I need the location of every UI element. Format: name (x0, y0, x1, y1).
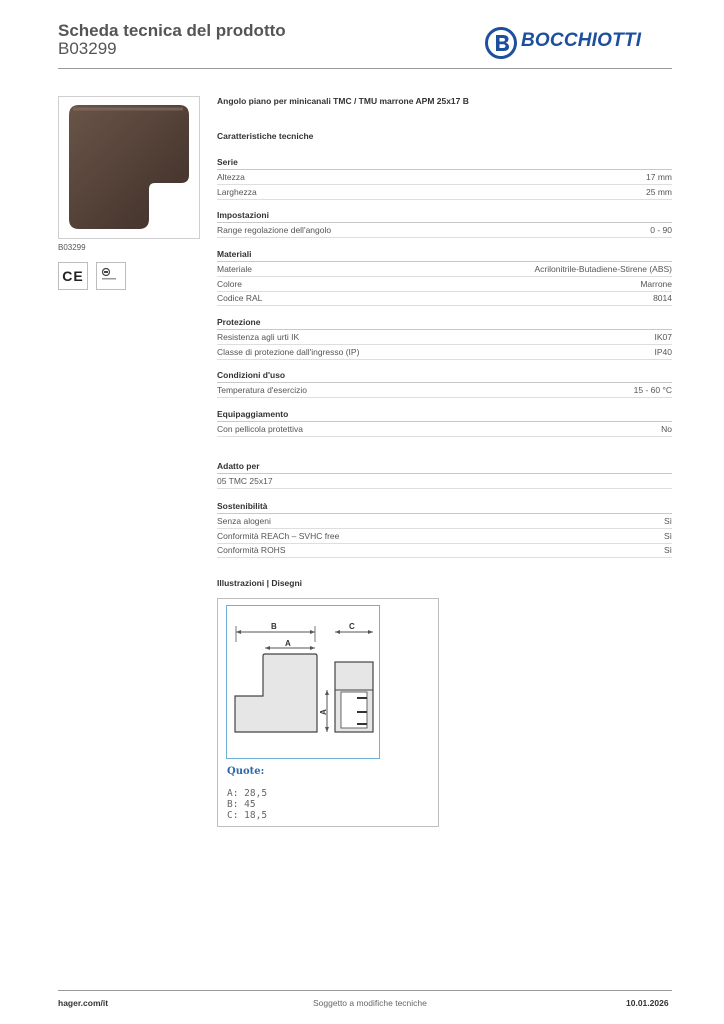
spec-row (217, 383, 672, 398)
spec-row-value: 15 - 60 °C (633, 385, 672, 395)
spec-row-value: Sì (663, 516, 672, 526)
spec-row-label: Larghezza (217, 186, 257, 197)
spec-group-title: Equipaggiamento (217, 408, 672, 422)
spec-row (217, 543, 672, 558)
ce-mark-icon: CE (58, 262, 88, 290)
spec-row-label: Conformità REACh – SVHC free (217, 530, 340, 541)
spec-row-value: Sì (663, 530, 672, 541)
spec-row (217, 330, 672, 345)
footer-disclaimer: Soggetto a modifiche tecniche (313, 998, 427, 1008)
product-shape (59, 97, 199, 238)
spec-row-label: Altezza (217, 172, 245, 182)
spec-row-label: 05 TMC 25x17 (217, 476, 273, 486)
spec-row-value: Marrone (640, 278, 672, 289)
footer-date: 10.01.2026 (626, 998, 669, 1008)
quote-a: A: 28,5 (227, 788, 268, 799)
spec-group-title: Protezione (217, 316, 672, 330)
spec-row (217, 262, 672, 277)
illustrations-heading: Illustrazioni | Disegni (217, 578, 303, 588)
technical-characteristics-heading: Caratteristiche tecniche (217, 131, 314, 141)
spec-row-label: Colore (217, 278, 243, 289)
spec-row-value: 25 mm (646, 186, 672, 197)
spec-row-label: Codice RAL (217, 293, 263, 303)
header-divider (58, 68, 672, 69)
spec-row-label: Temperatura d'esercizio (217, 385, 307, 395)
spec-group-title: Adatto per (217, 460, 672, 474)
spec-row-value: 0 - 90 (650, 225, 672, 235)
spec-group-title: Sostenibilità (217, 500, 672, 514)
spec-group-title: Materiali (217, 248, 672, 262)
spec-row (217, 223, 672, 238)
spec-group-title: Serie (217, 156, 672, 170)
spec-row-label: Range regolazione dell'angolo (217, 225, 332, 235)
spec-row-label: Resistenza agli urti IK (217, 332, 300, 342)
document-product-code: B03299 (58, 39, 117, 58)
spec-row-value: 8014 (653, 293, 672, 303)
spec-row-label: Con pellicola protettiva (217, 424, 303, 434)
footer-website-link[interactable]: hager.com/it (58, 998, 109, 1008)
spec-row-value: 17 mm (646, 172, 672, 182)
spec-row (217, 345, 672, 360)
spec-row-label: Materiale (217, 264, 252, 274)
spec-row-label: Conformità ROHS (217, 545, 286, 555)
spec-group-title: Impostazioni (217, 209, 672, 223)
document-title: Scheda tecnica del prodotto (58, 21, 286, 40)
spec-row-value: Acrilonitrile-Butadiene-Stirene (ABS) (534, 264, 672, 274)
product-image (58, 96, 200, 239)
brand-name: BOCCHIOTTI (521, 30, 642, 51)
footer-divider (58, 990, 672, 991)
spec-row (217, 529, 672, 544)
quote-b: B: 45 (227, 799, 256, 810)
brand-logo (485, 26, 670, 60)
spec-row-label: Classe di protezione dall'ingresso (IP) (217, 346, 360, 357)
image-caption-code: B03299 (58, 243, 86, 252)
dimension-drawing (226, 605, 380, 759)
spec-row-value: IK07 (654, 332, 672, 342)
spec-row (217, 514, 672, 529)
bocchiotti-logo-icon (485, 27, 517, 59)
dim-label-b: B (271, 622, 277, 631)
certification-mark-icon (96, 262, 126, 290)
spec-row (217, 422, 672, 437)
spec-row (217, 185, 672, 200)
spec-row-value: No (661, 424, 672, 434)
dim-label-a-vertical: A (319, 709, 328, 715)
spec-row-value: Sì (663, 545, 672, 555)
spec-row (217, 291, 672, 306)
spec-row (217, 474, 672, 489)
spec-row (217, 277, 672, 292)
spec-row-value: IP40 (654, 346, 672, 357)
spec-group-title: Condizioni d'uso (217, 369, 672, 383)
quote-title: Quote: (227, 766, 265, 777)
spec-row-label: Senza alogeni (217, 516, 271, 526)
product-name: Angolo piano per minicanali TMC / TMU marrone APM 25x17 B (217, 96, 469, 106)
dim-label-a: A (285, 639, 291, 648)
dim-label-c: C (349, 622, 355, 631)
quote-c: C: 18,5 (227, 810, 268, 821)
spec-row (217, 170, 672, 185)
